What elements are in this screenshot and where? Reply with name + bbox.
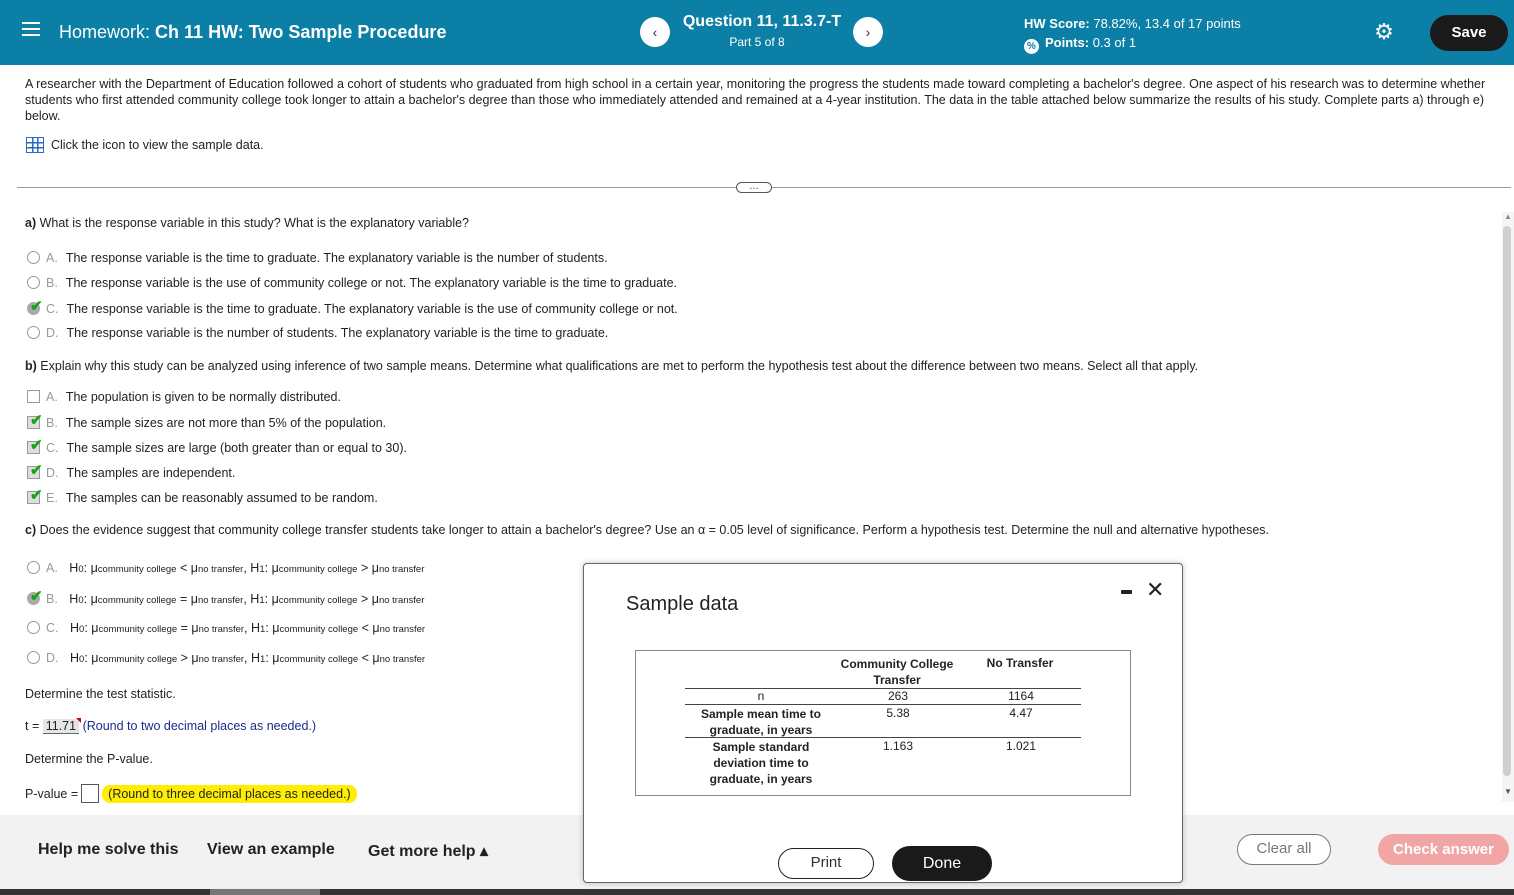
sample-data-table <box>635 650 1131 796</box>
hw-score-value: 78.82%, 13.4 of 17 points <box>1093 16 1241 31</box>
hypotheses-text: H0: μcommunity college = μno transfer, H1: μcommunity college > μno transfer <box>69 592 425 606</box>
check-answer-button[interactable]: Check answer <box>1378 834 1509 865</box>
option-text: The response variable is the use of community college or not. The explanatory variable is the time to graduate. <box>65 276 678 290</box>
t-statistic-row <box>25 719 316 734</box>
part-c-text: Does the evidence suggest that community college transfer students take longer to attain a bachelor's degree? Use an α = 0.05 level of significance. Perform a hypothesis test. Determine the null and alternative hypotheses. <box>39 523 1270 537</box>
homework-prefix: Homework: <box>59 22 151 42</box>
part-a-option-c[interactable] <box>27 298 678 319</box>
points-value: 0.3 of 1 <box>1092 35 1137 50</box>
cell-sd-community: 1.163 <box>882 739 914 753</box>
option-letter: D. <box>46 651 59 665</box>
print-button[interactable]: Print <box>778 848 874 879</box>
correct-checkbox-check-icon[interactable]: ✔ <box>27 465 41 479</box>
option-letter: D. <box>46 466 59 480</box>
option-letter: A. <box>46 251 58 265</box>
chevron-right-icon: › <box>865 24 871 40</box>
correct-radio-check-icon[interactable]: ✔ <box>27 591 41 605</box>
part-a-option-b[interactable] <box>27 276 677 294</box>
column-header-no-transfer: No Transfer <box>986 656 1054 670</box>
hypotheses-text: H0: μcommunity college < μno transfer, H1: μcommunity college > μno transfer <box>69 561 425 575</box>
problem-intro: A researcher with the Department of Education followed a cohort of students who graduated from high school in a certain year, monitoring the progress the students made toward completing a bachelor's degree. One aspect of his research was to determine whether students who first attended community college took longer to attain a bachelor's degree than those who immediately attended and remained at a 4-year institution. The data in the table attached below summarize the results of his study. Complete parts a) through e) below. <box>25 77 1486 123</box>
table-icon[interactable] <box>26 137 44 153</box>
sample-data-link[interactable] <box>26 137 264 153</box>
part-b-option-c[interactable] <box>27 437 407 458</box>
radio-button[interactable] <box>27 561 40 574</box>
correct-radio-check-icon[interactable]: ✔ <box>27 301 41 315</box>
option-text: The response variable is the time to graduate. The explanatory variable is the number of students. <box>65 251 608 265</box>
cell-n-community: 263 <box>887 689 909 703</box>
column-header-community: Community College Transfer <box>840 657 954 687</box>
question-part: Part 5 of 8 <box>729 35 785 49</box>
option-letter: B. <box>46 416 58 430</box>
homework-title <box>59 22 446 43</box>
t-label: t = <box>25 719 40 733</box>
radio-button[interactable] <box>27 251 40 264</box>
option-letter: B. <box>46 276 58 290</box>
cell-sd-no-transfer: 1.021 <box>1005 739 1037 753</box>
hw-score-label: HW Score: <box>1024 16 1090 31</box>
question-title: Question 11, 11.3.7-T <box>682 13 842 30</box>
part-b-option-d[interactable] <box>27 462 236 483</box>
row-label-n: n <box>757 689 765 703</box>
option-letter: C. <box>46 441 59 455</box>
top-bar <box>0 0 1514 65</box>
minimize-icon[interactable] <box>1121 590 1132 594</box>
part-b-text: Explain why this study can be analyzed using inference of two sample means. Determine what qualifications are met to perform the hypothesis test about the difference between two means. Select all that apply. <box>40 359 1199 373</box>
hamburger-menu-icon[interactable] <box>22 22 40 38</box>
pvalue-input[interactable] <box>81 784 99 803</box>
t-value: 11.71 <box>45 719 77 733</box>
sample-data-modal <box>583 563 1183 883</box>
cell-mean-no-transfer: 4.47 <box>1009 706 1033 720</box>
pvalue-row <box>25 784 357 803</box>
part-c-question <box>25 523 1269 537</box>
radio-button[interactable] <box>27 621 40 634</box>
previous-question-button[interactable] <box>640 17 670 47</box>
clear-all-button[interactable]: Clear all <box>1237 834 1331 865</box>
part-a-question <box>25 216 469 230</box>
correct-checkbox-check-icon[interactable]: ✔ <box>27 490 41 504</box>
option-letter: E. <box>46 491 58 505</box>
points-label: Points: <box>1045 35 1090 50</box>
part-a-option-a[interactable] <box>27 251 608 269</box>
footer-strip <box>0 889 1514 895</box>
option-text: The response variable is the number of students. The explanatory variable is the time to graduate. <box>66 326 609 340</box>
part-c-option-c[interactable] <box>27 621 425 639</box>
pvalue-round-note: (Round to three decimal places as needed.) <box>102 785 357 803</box>
help-me-solve-button[interactable]: Help me solve this <box>38 841 179 858</box>
modal-title: Sample data <box>626 593 739 615</box>
part-c-option-a[interactable] <box>27 561 424 579</box>
radio-button[interactable] <box>27 326 40 339</box>
radio-button[interactable] <box>27 276 40 289</box>
part-a-text: What is the response variable in this study? What is the explanatory variable? <box>39 216 469 230</box>
t-round-note: (Round to two decimal places as needed.) <box>82 719 317 733</box>
radio-button[interactable] <box>27 651 40 664</box>
test-statistic-prompt: Determine the test statistic. <box>25 687 176 701</box>
done-button[interactable]: Done <box>892 846 992 881</box>
part-c-label: c) <box>25 523 37 537</box>
correct-checkbox-check-icon[interactable]: ✔ <box>27 440 41 454</box>
sample-data-link-text: Click the icon to view the sample data. <box>51 138 264 152</box>
option-text: The sample sizes are not more than 5% of the population. <box>65 416 387 430</box>
save-button[interactable]: Save <box>1430 15 1508 51</box>
option-text: The sample sizes are large (both greater than or equal to 30). <box>66 441 407 455</box>
part-b-option-a[interactable] <box>27 390 341 408</box>
part-c-option-d[interactable] <box>27 651 425 669</box>
close-icon[interactable]: ✕ <box>1146 577 1165 602</box>
scrollbar-thumb[interactable] <box>1503 226 1511 776</box>
part-c-option-b[interactable] <box>27 588 425 609</box>
get-more-help-button[interactable]: Get more help ▴ <box>368 843 489 860</box>
points <box>1024 35 1136 54</box>
option-text: The response variable is the time to graduate. The explanatory variable is the use of community college or not. <box>66 302 678 316</box>
pvalue-prompt: Determine the P-value. <box>25 752 153 766</box>
hypotheses-text: H0: μcommunity college > μno transfer, H1: μcommunity college < μno transfer <box>69 651 426 665</box>
hypotheses-text: H0: μcommunity college = μno transfer, H1: μcommunity college < μno transfer <box>69 621 426 635</box>
scroll-up-arrow-icon[interactable]: ▲ <box>1504 212 1512 221</box>
part-b-label: b) <box>25 359 37 373</box>
correct-checkbox-check-icon[interactable]: ✔ <box>27 415 41 429</box>
option-letter: A. <box>46 561 58 575</box>
settings-gear-icon[interactable]: ⚙ <box>1374 19 1394 44</box>
partial-credit-icon: % <box>1024 39 1039 54</box>
cell-n-no-transfer: 1164 <box>1008 689 1034 703</box>
scroll-down-arrow-icon[interactable]: ▼ <box>1504 787 1512 796</box>
divider-expand-handle[interactable]: … <box>736 182 772 193</box>
next-question-button[interactable] <box>853 17 883 47</box>
view-example-button[interactable]: View an example <box>207 841 335 858</box>
option-text: The samples are independent. <box>66 466 236 480</box>
part-b-option-e[interactable] <box>27 487 378 508</box>
option-letter: C. <box>46 621 59 635</box>
part-a-option-d[interactable] <box>27 326 608 344</box>
part-b-question <box>25 359 1198 373</box>
row-label-sd: Sample standard deviation time to graduate, in years <box>709 740 813 786</box>
hw-score <box>1024 16 1241 31</box>
option-text: The samples can be reasonably assumed to be random. <box>65 491 378 505</box>
option-letter: D. <box>46 326 59 340</box>
part-a-label: a) <box>25 216 37 230</box>
t-value-field[interactable] <box>43 719 79 734</box>
cell-mean-community: 5.38 <box>886 706 910 720</box>
option-letter: B. <box>46 592 58 606</box>
row-label-mean: Sample mean time to graduate, in years <box>700 707 822 737</box>
checkbox[interactable] <box>27 390 40 403</box>
option-text: The population is given to be normally distributed. <box>65 390 341 404</box>
option-letter: C. <box>46 302 59 316</box>
pvalue-label: P-value = <box>25 787 79 801</box>
option-letter: A. <box>46 390 58 404</box>
homework-name: Ch 11 HW: Two Sample Procedure <box>155 22 447 42</box>
part-b-option-b[interactable] <box>27 412 387 433</box>
chevron-left-icon: ‹ <box>652 24 658 40</box>
